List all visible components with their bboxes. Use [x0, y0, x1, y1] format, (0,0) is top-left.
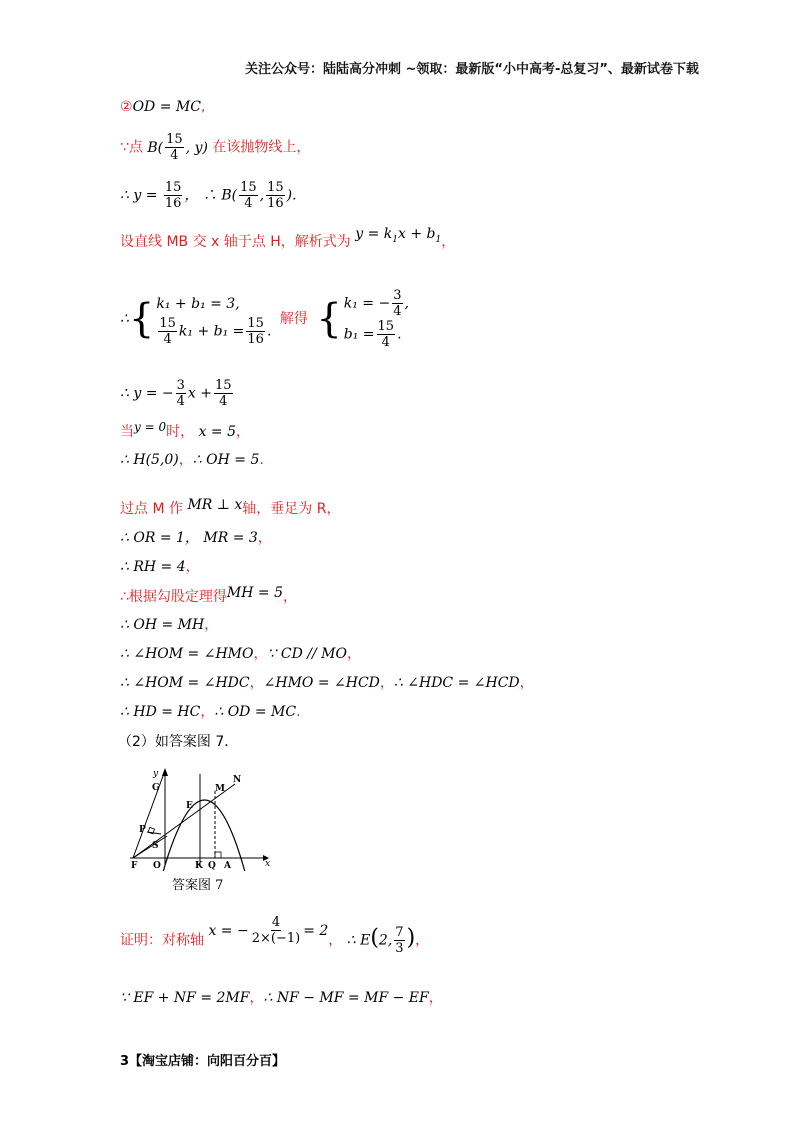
label-K: K — [195, 861, 203, 871]
label-F: F — [131, 861, 138, 871]
label-M: M — [215, 784, 225, 794]
line-16: ∴ HD = HC，∴ OD = MC. — [120, 704, 301, 720]
label-Q: Q — [208, 861, 216, 871]
line-6: ∴ y = − $\frac{3}{4}$ x + $\frac{15}{4}$ — [120, 378, 232, 409]
text: ∵点 — [120, 139, 143, 156]
page-footer: 3【淘宝店铺：向阳百分百】 — [120, 1054, 286, 1069]
line-7: 当y = 0时， x = 5， — [120, 420, 250, 440]
label-E: E — [186, 801, 193, 811]
line-19: ∵ EF + NF = 2MF，∴ NF − MF = MF − EF， — [120, 990, 443, 1006]
math-expr: OD = MC — [132, 99, 201, 115]
line-4: 设直线 MB 交 x 轴于点 H，解析式为 $y = k_1x + b_1$， — [120, 226, 456, 250]
label-S: S — [152, 841, 159, 851]
answer-figure-7 — [125, 766, 275, 871]
line-10: ∴ OR = 1， MR = 3， — [120, 530, 272, 546]
line-15: ∴ ∠HOM = ∠HDC，∠HMO = ∠HCD，∴ ∠HDC = ∠HCD， — [120, 675, 534, 691]
label-G: G — [152, 783, 160, 793]
line-14: ∴ ∠HOM = ∠HMO，∵ CD // MO， — [120, 646, 361, 662]
line-13: ∴ OH = MH， — [120, 617, 219, 633]
label-A: A — [224, 861, 231, 871]
label-x: x — [265, 859, 271, 869]
label-P: P — [139, 825, 146, 835]
line-5-system: ∴{ k₁ + b₁ = 3, $\frac{15}{4}$ k₁ + b₁ = $\frac{15}{16}$ . 解得 { k₁ = − $\frac{3}{4}$ , b₁ = $\frac{15}{4}$ . — [120, 288, 409, 350]
line-1: ②OD = MC, — [120, 99, 206, 115]
text: 在该抛物线上， — [212, 139, 311, 156]
line-17: （2）如答案图 7. — [118, 734, 229, 750]
line-9: 过点 M 作 MR ⊥ x轴，垂足为 R， — [120, 497, 341, 517]
item-marker: ② — [120, 99, 133, 115]
line-3: ∴ y = $\frac{15}{16}$ ， ∴ B( $\frac{15}{4}$ , $\frac{15}{16}$ ). — [120, 180, 297, 211]
label-O: O — [153, 861, 161, 871]
line-8: ∴ H(5,0)，∴ OH = 5. — [120, 452, 264, 468]
page-header: 关注公众号：陆陆高分冲刺 ~领取：最新版“小中高考-总复习”、最新试卷下载 — [245, 62, 699, 77]
line-11: ∴ RH = 4， — [120, 559, 200, 575]
figure-caption: 答案图 7 — [172, 878, 224, 893]
label-N: N — [233, 775, 242, 785]
line-18: 证明：对称轴 x = − $\frac{4}{2\times(-1)}$ = 2， ∴ E(2, $\frac{7}{3}$ )， — [120, 915, 430, 956]
label-y: y — [153, 769, 159, 779]
line-2: ∵点 B( $\frac{15}{4}$ , y) 在该抛物线上， — [120, 132, 311, 163]
line-12: ∴根据勾股定理得MH = 5， — [120, 585, 298, 605]
